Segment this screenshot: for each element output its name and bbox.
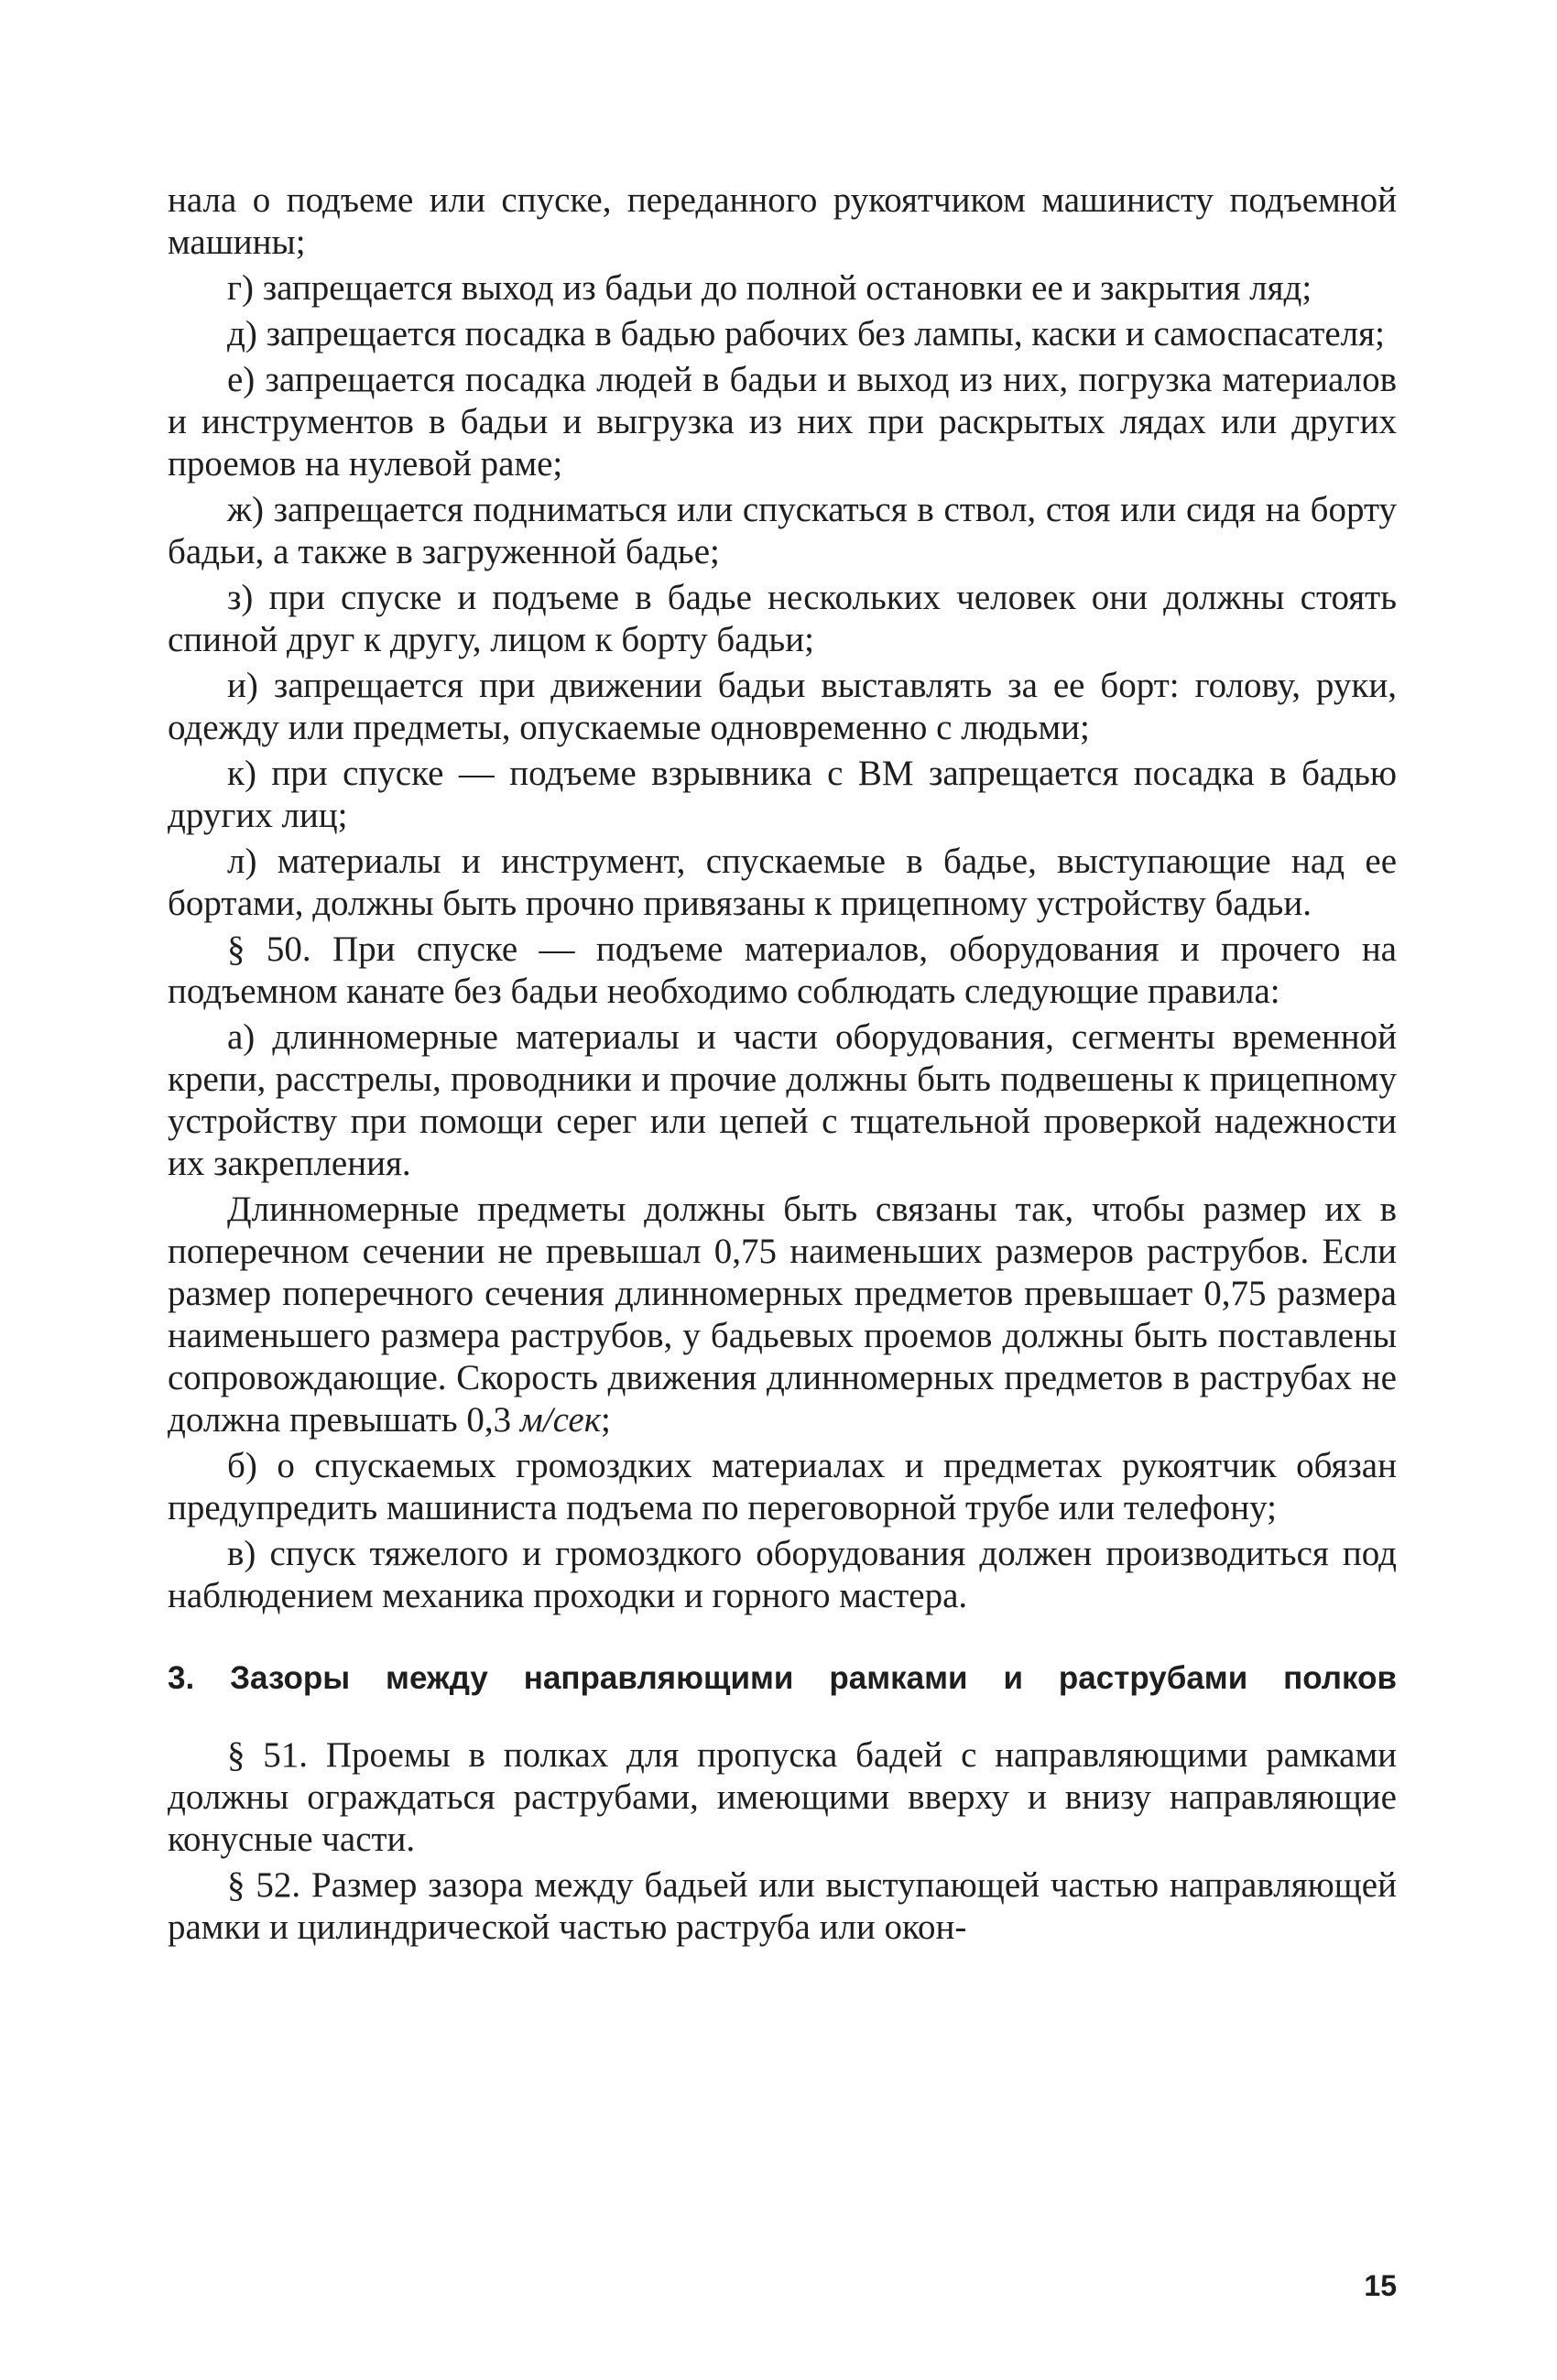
- paragraph-item-a: а) длинномерные материалы и части оборудования, сегменты временной крепи, расстрелы, проводники и прочие должны быть подвешены к прицепному устройству при помощи серег или цепей с тщательной проверкой надежности их закрепления.: [168, 1017, 1397, 1183]
- paragraph-item-i: и) запрещается при движении бадьи выставлять за ее борт: голову, руки, одежду или предметы, опускаемые одновременно с людьми;: [168, 666, 1397, 747]
- page-body: [168, 179, 1397, 1952]
- paragraph-continuation: нала о подъеме или спуске, переданного рукоятчиком машинисту подъемной машины;: [168, 180, 1397, 262]
- paragraph-item-v: в) спуск тяжелого и громоздкого оборудования должен производиться под наблюдением механика проходки и горного мастера.: [168, 1534, 1397, 1615]
- paragraph-item-e: е) запрещается посадка людей в бадьи и выход из них, погрузка материалов и инструментов в бадьи и выгрузка из них при раскрытых лядах или других проемов на нулевой раме;: [168, 360, 1397, 484]
- paragraph-item-g: г) запрещается выход из бадьи до полной остановки ее и закрытия ляд;: [227, 268, 1312, 308]
- paragraph-item-k: к) при спуске — подъеме взрывника с ВМ запрещается посадка в бадью других лиц;: [168, 754, 1397, 835]
- paragraph-item-b: б) о спускаемых громоздких материалах и предметах рукоятчик обязан предупредить машиниста подъема по переговорной трубе или телефону;: [168, 1446, 1397, 1527]
- paragraph-section-51: § 51. Проемы в полках для пропуска бадей с направляющими рамками должны ограждаться раструбами, имеющими вверху и внизу направляющие конусные части.: [168, 1735, 1397, 1859]
- paragraph-item-z: з) при спуске и подъеме в бадье нескольких человек они должны стоять спиной друг к другу, лицом к борту бадьи;: [168, 578, 1397, 659]
- speed-paragraph-text: Длинномерные предметы должны быть связаны так, чтобы размер их в поперечном сечении не превышал 0,75 наименьших размеров раструбов. Если размер поперечного сечения длинномерных предметов превышает 0,75 размера наименьшего размера раструбов, у бадьевых проемов должны быть поставлены сопровождающие. Скорость движения длинномерных предметов в раструбах не должна превышать 0,3: [168, 1190, 1397, 1440]
- speed-unit: м/сек: [519, 1400, 601, 1440]
- paragraph-section-52: § 52. Размер зазора между бадьей или выступающей частью направляющей рамки и цилиндрической частью раструба или окон-: [168, 1865, 1397, 1947]
- section-heading: 3. Зазоры между направляющими рамками и раструбами полков: [168, 1660, 1397, 1696]
- paragraph-section-50: § 50. При спуске — подъеме материалов, оборудования и прочего на подъемном канате без бадьи необходимо соблюдать следующие правила:: [168, 929, 1397, 1011]
- speed-paragraph-tail: ;: [600, 1400, 611, 1440]
- paragraph-item-zh: ж) запрещается подниматься или спускаться в ствол, стоя или сидя на борту бадьи, а также в загруженной бадье;: [168, 490, 1397, 571]
- paragraph-item-d: д) запрещается посадка в бадью рабочих без лампы, каски и самоспасателя;: [227, 314, 1385, 353]
- paragraph-item-l: л) материалы и инструмент, спускаемые в бадье, выступающие над ее бортами, должны быть прочно привязаны к прицепному устройству бадьи.: [168, 842, 1397, 923]
- page-number: 15: [1364, 2269, 1397, 2302]
- paragraph-long-items: [168, 1189, 1397, 1441]
